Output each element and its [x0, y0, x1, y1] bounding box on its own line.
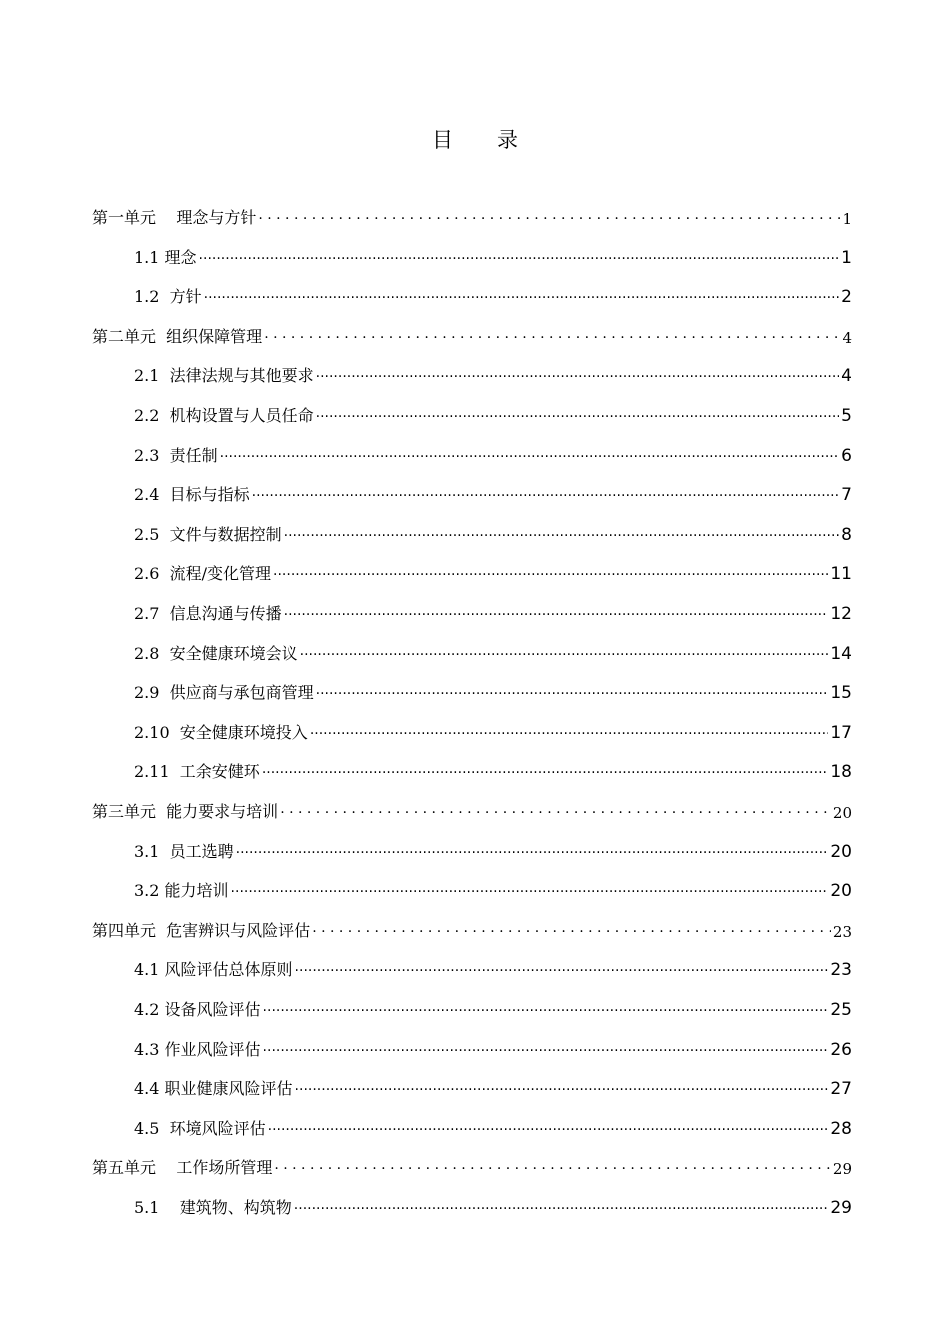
toc-section-entry[interactable] [0, 954, 950, 980]
toc-entry-label: 2.5 文件与数据控制 [134, 524, 282, 544]
toc-page-number: 1 [841, 247, 852, 268]
toc-section-entry[interactable] [0, 875, 950, 901]
toc-entry-label: 1.1 理念 [134, 247, 197, 267]
toc-entry-label: 第五单元 工作场所管理 [92, 1158, 273, 1178]
toc-page-number: 7 [841, 485, 852, 506]
toc-dot-leader [284, 524, 840, 540]
toc-page-number: 27 [830, 1079, 852, 1100]
toc-entry-label: 4.4 职业健康风险评估 [134, 1079, 293, 1099]
toc-entry-label: 3.2 能力培训 [134, 881, 229, 901]
toc-section-entry[interactable] [0, 836, 950, 862]
toc-section-entry[interactable] [0, 360, 950, 386]
toc-dot-leader [295, 1078, 829, 1094]
toc-section-entry[interactable] [0, 558, 950, 584]
toc-dot-leader [252, 484, 840, 500]
toc-dot-leader [262, 761, 829, 777]
toc-dot-leader [268, 1118, 829, 1134]
toc-dot-leader [284, 603, 829, 619]
toc-dot-leader [312, 920, 831, 936]
toc-dot-leader [220, 445, 840, 461]
toc-dot-leader [294, 1197, 829, 1213]
toc-entry-label: 4.2 设备风险评估 [134, 1000, 261, 1019]
toc-entry-label: 2.6 流程/变化管理 [134, 564, 272, 584]
toc-unit-entry[interactable] [0, 796, 950, 822]
toc-dot-leader [263, 1039, 829, 1055]
toc-entry-label: 2.7 信息沟通与传播 [134, 604, 282, 623]
toc-dot-leader [199, 247, 840, 263]
toc-entry-label: 1.2 方针 [134, 287, 202, 307]
toc-page-number: 23 [832, 922, 852, 941]
toc-entry-label: 2.1 法律法规与其他要求 [134, 366, 314, 386]
toc-entry-label: 2.10 安全健康环境投入 [134, 722, 308, 742]
toc-title [0, 124, 950, 154]
toc-page-number: 6 [841, 445, 852, 466]
toc-dot-leader [236, 841, 829, 857]
toc-dot-leader [264, 326, 840, 342]
toc-section-entry[interactable] [0, 400, 950, 426]
toc-dot-leader [258, 207, 840, 223]
toc-dot-leader [316, 682, 829, 698]
toc-entry-label: 第一单元 理念与方针 [92, 208, 257, 227]
toc-page-number: 8 [841, 524, 852, 545]
toc-entry-label: 第三单元 能力要求与培训 [92, 802, 279, 821]
toc-page-number: 18 [830, 762, 852, 783]
toc-page-number: 17 [830, 722, 852, 743]
toc-entry-label: 2.11 工余安健环 [134, 762, 260, 782]
toc-section-entry[interactable] [0, 1034, 950, 1060]
toc-page-number: 15 [830, 683, 852, 704]
toc-entry-label: 4.3 作业风险评估 [134, 1039, 261, 1059]
toc-section-entry[interactable] [0, 440, 950, 466]
toc-dot-leader [280, 801, 831, 817]
toc-dot-leader [300, 643, 829, 659]
toc-dot-leader [316, 365, 840, 381]
toc-entry-label: 第四单元 危害辨识与风险评估 [92, 920, 311, 940]
toc-dot-leader [310, 722, 829, 738]
toc-entry-label: 4.1 风险评估总体原则 [134, 960, 293, 980]
toc-entry-label: 第二单元 组织保障管理 [92, 326, 263, 346]
toc-page-number: 26 [830, 1039, 852, 1060]
toc-page-number: 14 [830, 643, 852, 664]
toc-section-entry[interactable] [0, 756, 950, 782]
toc-entry-label: 2.3 责任制 [134, 445, 218, 465]
toc-section-entry[interactable] [0, 1113, 950, 1139]
toc-section-entry[interactable] [0, 598, 950, 624]
toc-entry-label: 5.1 建筑物、构筑物 [134, 1198, 292, 1217]
toc-page-number: 28 [830, 1118, 852, 1139]
toc-entry-label: 2.2 机构设置与人员任命 [134, 406, 314, 425]
toc-section-entry[interactable] [0, 479, 950, 505]
toc-section-entry[interactable] [0, 994, 950, 1020]
toc-entry-label: 2.8 安全健康环境会议 [134, 643, 298, 663]
toc-entry-label: 2.9 供应商与承包商管理 [134, 683, 314, 703]
toc-entry-label: 4.5 环境风险评估 [134, 1118, 266, 1138]
toc-page-number: 5 [841, 406, 852, 426]
toc-page-number: 20 [832, 804, 852, 822]
toc-section-entry[interactable] [0, 638, 950, 664]
toc-unit-entry[interactable] [0, 1152, 950, 1178]
toc-unit-entry[interactable] [0, 321, 950, 347]
toc-page-number: 20 [830, 881, 852, 902]
toc-dot-leader [273, 563, 828, 579]
toc-dot-leader [263, 999, 829, 1015]
toc-page-number: 4 [842, 328, 852, 347]
toc-page-number: 29 [832, 1160, 852, 1179]
toc-dot-leader [274, 1157, 831, 1173]
toc-section-entry[interactable] [0, 1192, 950, 1218]
toc-section-entry[interactable] [0, 717, 950, 743]
toc-section-entry[interactable] [0, 281, 950, 307]
toc-section-entry[interactable] [0, 1073, 950, 1099]
toc-dot-leader [295, 959, 829, 975]
toc-page-number: 23 [830, 960, 852, 981]
toc-title-char-2: 录 [497, 128, 518, 152]
toc-entry-label: 3.1 员工选聘 [134, 841, 234, 861]
toc-section-entry[interactable] [0, 242, 950, 268]
toc-title-char-1: 目 [432, 128, 453, 152]
toc-dot-leader [316, 405, 840, 421]
toc-page-number: 4 [841, 366, 852, 387]
toc-dot-leader [231, 880, 829, 896]
toc-unit-entry[interactable] [0, 915, 950, 941]
toc-entry-label: 2.4 目标与指标 [134, 485, 250, 505]
toc-unit-entry[interactable] [0, 202, 950, 228]
toc-page-number: 2 [841, 287, 852, 308]
toc-page-number: 1 [842, 210, 852, 228]
toc-page-number: 20 [830, 841, 852, 862]
toc-page-number: 25 [830, 1000, 852, 1020]
toc-page-number: 11 [830, 564, 852, 585]
toc-page-number: 12 [830, 604, 852, 624]
toc-section-entry[interactable] [0, 677, 950, 703]
toc-section-entry[interactable] [0, 519, 950, 545]
toc-page-number: 29 [830, 1198, 852, 1218]
toc-dot-leader [204, 286, 840, 302]
